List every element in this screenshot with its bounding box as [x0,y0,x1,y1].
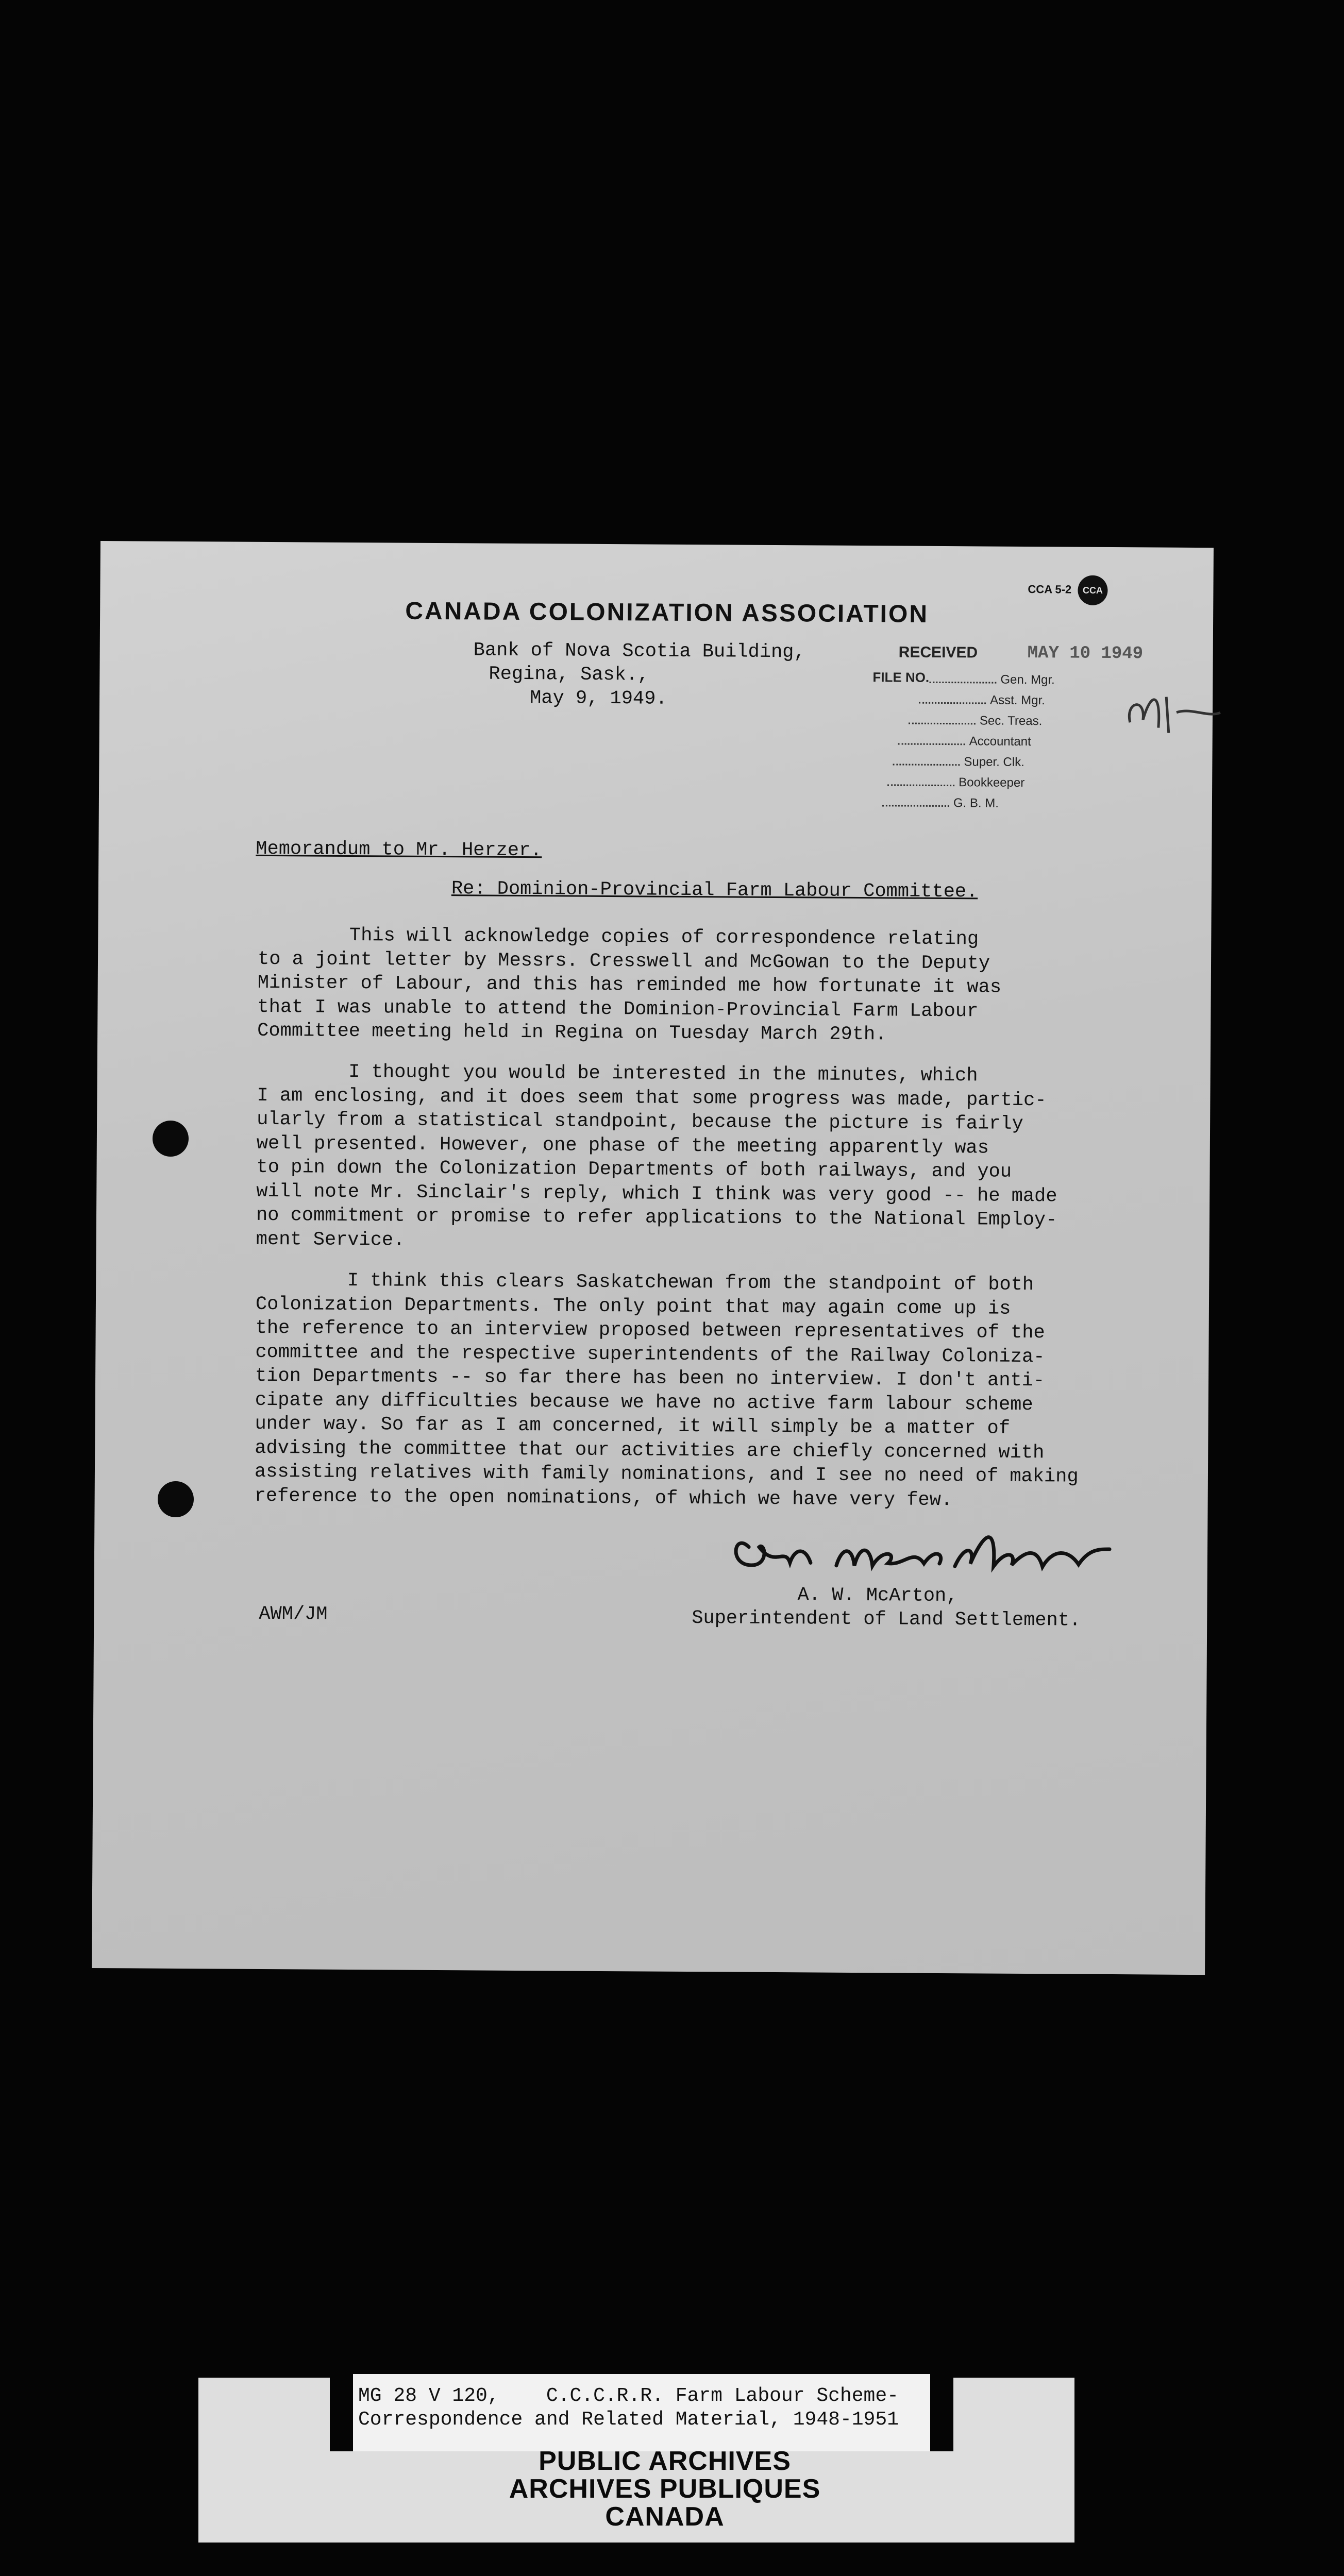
routing-row: Gen. Mgr. [929,672,1055,687]
punch-hole [158,1481,194,1517]
routing-row: Bookkeeper [887,775,1024,790]
letter-date: May 9, 1949. [530,687,667,710]
memo-recipient: Memorandum to Mr. Herzer. [256,838,542,862]
typist-initials: AWM/JM [259,1603,328,1625]
paragraph-1: This will acknowledge copies of correspondence relating to a joint letter by Messrs. Cresswell and McGowan to the Deputy Minister of Labour, and this has reminded me how fortunate it was that I was unable to attend the Dominion-Provincial Farm Labour Committee meeting held in Regina on Tuesday March 29th. [257,924,1002,1046]
address-line: Regina, Sask., [489,663,649,686]
paragraph-3: I think this clears Saskatchewan from the standpoint of both Colonization Departments. The only point that may again come up is the reference to an interview proposed between representatives of the committee and the respective superintendents of the Railway Coloniza- tion Departments -- so far there has been no interview. I don't anti- cipate any difficulties because we have no active farm labour scheme under way. So far as I am concerned, it will simply be a matter of advising the committee that our activities are chiefly concerned with assisting relatives with family nominations, and I see no need of making reference to the open nominations, of which we have very few. [254,1269,1079,1511]
received-date: MAY 10 1949 [1027,643,1144,664]
routing-row: Asst. Mgr. [919,693,1045,708]
file-number-label: FILE NO. [872,669,930,685]
routing-row: G. B. M. [882,795,999,810]
routing-row: Super. Clk. [893,754,1024,770]
signature-block [692,1583,1081,1633]
routing-row: Sec. Treas. [909,714,1043,729]
handwritten-initials-icon [1120,681,1223,743]
letter-page [92,541,1214,1975]
memo-subject: Re: Dominion-Provincial Farm Labour Committee. [451,878,978,903]
archive-reference-line: Correspondence and Related Material, 1948-1951 [358,2409,899,2431]
routing-row: Accountant [898,734,1031,749]
sender-address [473,638,805,711]
paragraph-2: I thought you would be interested in the minutes, which I am enclosing, and it does seem that some progress was made, partic- ularly from a statistical standpoint, because the picture is fairly well presented. However, one phase of the meeting apparently was to pin down the Colonization Departments of both railways, and you will note Mr. Sinclair's reply, which I think was very good -- he made no commitment or promise to refer applications to the National Employ- ment Service. [256,1060,1057,1251]
punch-hole [153,1121,189,1157]
archive-reference-label [330,2374,953,2451]
public-archives-stamp: PUBLIC ARCHIVES ARCHIVES PUBLIQUES CANADA [509,2446,821,2532]
organization-title: CANADA COLONIZATION ASSOCIATION [405,597,929,628]
address-line: Bank of Nova Scotia Building, [473,639,805,664]
handwritten-signature-icon [728,1516,1131,1585]
signer-name: A. W. McArton, [797,1584,958,1607]
received-stamp [871,628,1234,862]
received-label: RECEIVED [898,643,978,662]
form-code: CCA 5-2 [1028,582,1072,596]
organization-logo-icon: CCA [1078,575,1107,605]
signer-title: Superintendent of Land Settlement. [692,1607,1081,1632]
archive-reference-line: MG 28 V 120, C.C.C.R.R. Farm Labour Scheme- [358,2385,899,2407]
